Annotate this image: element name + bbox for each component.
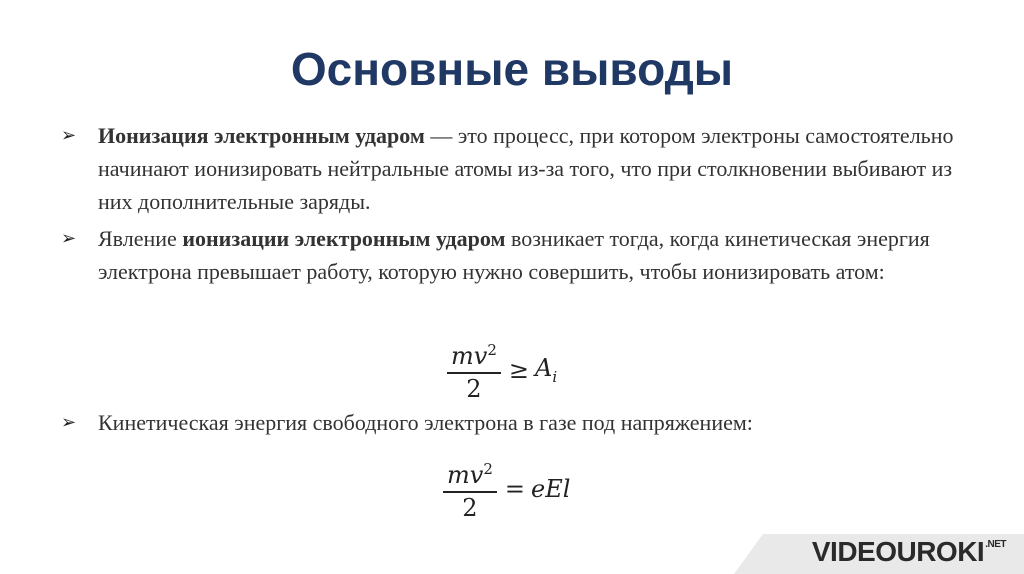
formula-rhs: eEl bbox=[530, 475, 571, 503]
exponent: 2 bbox=[487, 341, 497, 359]
formula-ionization-condition bbox=[447, 336, 557, 404]
fraction bbox=[447, 336, 501, 404]
bullet-ionization-condition bbox=[61, 222, 961, 288]
bullet-text: Кинетическая энергия свободного электрона в газе под напряжением: bbox=[98, 410, 753, 435]
bullet-text bbox=[98, 222, 961, 288]
arrow-bullet-icon: ➢ bbox=[61, 125, 77, 146]
rhs-subscript: i bbox=[552, 368, 558, 386]
formula-kinetic-energy bbox=[443, 455, 570, 523]
exponent: 2 bbox=[483, 460, 493, 478]
bullet-bold-lead: Ионизация электронным ударом bbox=[98, 123, 425, 148]
fraction-denominator: 2 bbox=[466, 375, 482, 403]
slide-title: Основные выводы bbox=[290, 43, 734, 95]
fraction bbox=[443, 455, 497, 523]
numerator-text: mv bbox=[451, 342, 488, 370]
bullet-bold: ионизации электронным ударом bbox=[182, 226, 506, 251]
logo-suffix: .NET bbox=[985, 539, 1006, 550]
arrow-bullet-icon: ➢ bbox=[61, 412, 77, 433]
logo-text: VIDEOUROKI bbox=[811, 536, 985, 567]
relation-symbol: = bbox=[504, 475, 525, 503]
rhs-symbol: A bbox=[534, 354, 553, 382]
bullet-kinetic-energy bbox=[61, 406, 961, 439]
fraction-numerator bbox=[443, 455, 497, 493]
videouroki-logo bbox=[812, 536, 1006, 568]
bullet-pre: Явление bbox=[98, 226, 183, 251]
formula-rhs bbox=[535, 354, 557, 386]
numerator-text: mv bbox=[447, 461, 484, 489]
arrow-bullet-icon: ➢ bbox=[61, 228, 77, 249]
fraction-denominator: 2 bbox=[462, 494, 478, 522]
bullet-text bbox=[98, 119, 961, 218]
fraction-numerator bbox=[447, 336, 501, 374]
bullet-ionization-definition bbox=[61, 119, 961, 218]
bullet-rest: — это процесс, при котором электроны самостоятельно начинают ионизировать нейтральные атомы из-за того, что при столкновении выбивают из них дополнительные заряды. bbox=[98, 123, 954, 214]
bullet-rest: возникает тогда, когда кинетическая энергия электрона превышает работу, которую нужно совершить, чтобы ионизировать атом: bbox=[98, 226, 930, 284]
relation-symbol: ≥ bbox=[508, 356, 529, 384]
